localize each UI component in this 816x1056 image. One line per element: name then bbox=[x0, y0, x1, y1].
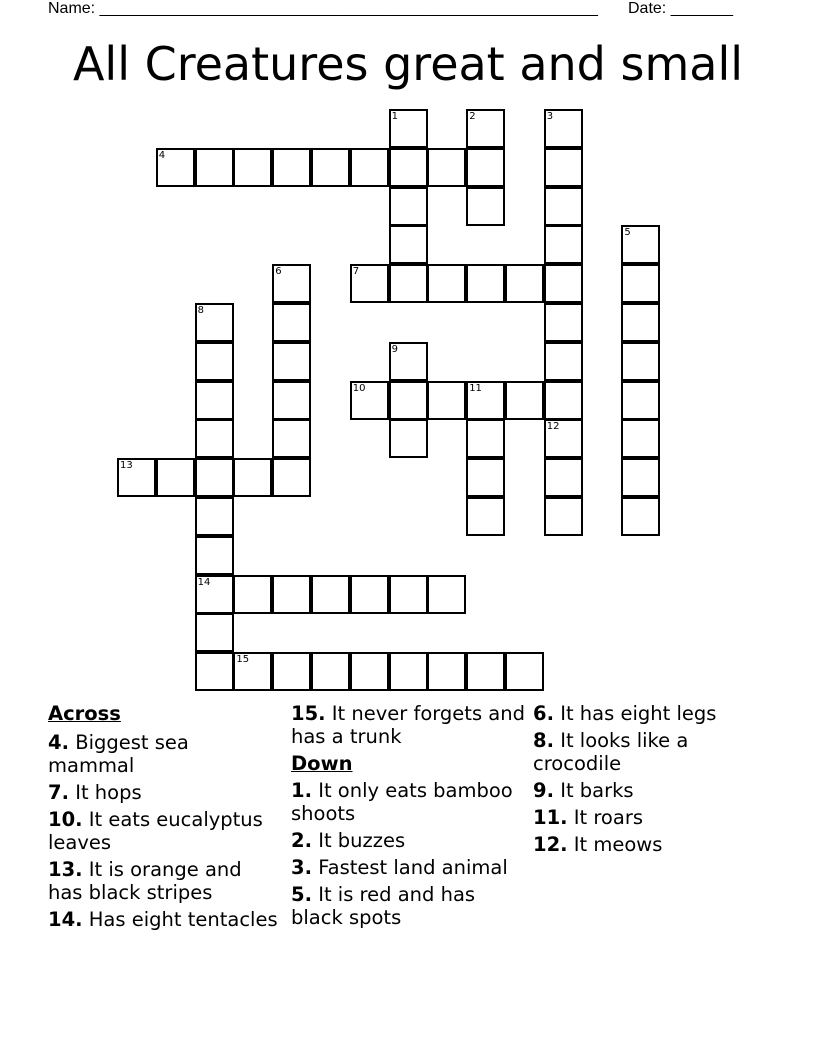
down-heading: Down bbox=[291, 752, 353, 775]
crossword-cell[interactable] bbox=[233, 458, 272, 497]
crossword-cell[interactable] bbox=[195, 536, 234, 575]
cell-number: 13 bbox=[120, 460, 133, 472]
clue-text: Fastest land animal bbox=[318, 856, 508, 879]
clue-number: 2. bbox=[291, 829, 312, 852]
crossword-cell[interactable] bbox=[544, 458, 583, 497]
crossword-cell[interactable] bbox=[389, 381, 428, 420]
name-field-label[interactable]: Name: ________________________________________________________ bbox=[48, 0, 598, 17]
crossword-cell[interactable] bbox=[427, 264, 466, 303]
clue-number: 1. bbox=[291, 779, 312, 802]
crossword-cell[interactable] bbox=[427, 652, 466, 691]
crossword-cell[interactable] bbox=[466, 264, 505, 303]
crossword-cell[interactable] bbox=[195, 652, 234, 691]
crossword-cell[interactable] bbox=[350, 575, 389, 614]
clue-number: 8. bbox=[533, 729, 554, 752]
crossword-cell[interactable] bbox=[466, 497, 505, 536]
crossword-cell[interactable] bbox=[311, 652, 350, 691]
crossword-cell[interactable] bbox=[505, 652, 544, 691]
clue-text: It never forgets and has a trunk bbox=[291, 702, 525, 748]
clue-number: 7. bbox=[48, 781, 69, 804]
crossword-cell[interactable] bbox=[233, 575, 272, 614]
clue-number: 10. bbox=[48, 808, 83, 831]
crossword-cell[interactable] bbox=[621, 497, 660, 536]
crossword-cell[interactable] bbox=[544, 342, 583, 381]
clue-number: 13. bbox=[48, 858, 83, 881]
clues-column-1 bbox=[48, 702, 278, 935]
clue-number: 15. bbox=[291, 702, 326, 725]
clue-down-2 bbox=[291, 829, 526, 852]
clue-text: It roars bbox=[573, 806, 643, 829]
clue-text: It eats eucalyptus leaves bbox=[48, 808, 263, 854]
clue-down-11 bbox=[533, 806, 773, 829]
crossword-cell[interactable] bbox=[544, 303, 583, 342]
crossword-cell[interactable] bbox=[544, 264, 583, 303]
clue-number: 5. bbox=[291, 883, 312, 906]
clue-across-10 bbox=[48, 808, 278, 854]
clue-text: Has eight tentacles bbox=[88, 908, 278, 931]
cell-number: 5 bbox=[624, 227, 631, 239]
crossword-cell[interactable] bbox=[195, 303, 234, 342]
cell-number: 4 bbox=[158, 149, 166, 161]
crossword-cell[interactable] bbox=[272, 148, 311, 187]
cell-number: 6 bbox=[275, 266, 282, 278]
crossword-cell[interactable] bbox=[272, 381, 311, 420]
clue-number: 12. bbox=[533, 833, 568, 856]
cell-number: 14 bbox=[197, 576, 211, 588]
clue-across-13 bbox=[48, 858, 278, 904]
crossword-cell[interactable] bbox=[466, 187, 505, 226]
crossword-cell[interactable] bbox=[621, 342, 660, 381]
crossword-cell[interactable] bbox=[156, 148, 195, 187]
across-heading: Across bbox=[48, 702, 121, 725]
clue-down-9 bbox=[533, 779, 773, 802]
crossword-cell[interactable] bbox=[389, 109, 428, 148]
crossword-cell[interactable] bbox=[389, 419, 428, 458]
clue-down-12 bbox=[533, 833, 773, 856]
clue-number: 3. bbox=[291, 856, 312, 879]
crossword-cell[interactable] bbox=[389, 652, 428, 691]
clue-down-3 bbox=[291, 856, 526, 879]
crossword-cell[interactable] bbox=[233, 148, 272, 187]
crossword-cell[interactable] bbox=[466, 109, 505, 148]
clue-across-4 bbox=[48, 731, 278, 777]
clue-across-14 bbox=[48, 908, 278, 931]
crossword-cell[interactable] bbox=[621, 303, 660, 342]
cell-number: 8 bbox=[197, 305, 204, 316]
clue-text: It has eight legs bbox=[560, 702, 717, 725]
crossword-cell[interactable] bbox=[195, 148, 234, 187]
clue-down-8 bbox=[533, 729, 773, 775]
clue-number: 4. bbox=[48, 731, 69, 754]
cell-number: 12 bbox=[546, 421, 560, 433]
clue-text: It is orange and has black stripes bbox=[48, 858, 242, 904]
crossword-cell[interactable] bbox=[427, 148, 466, 187]
crossword-cell[interactable] bbox=[272, 575, 311, 614]
clue-text: It looks like a crocodile bbox=[533, 729, 689, 775]
crossword-cell[interactable] bbox=[466, 419, 505, 458]
crossword-cell[interactable] bbox=[505, 264, 544, 303]
crossword-cell[interactable] bbox=[350, 148, 389, 187]
crossword-cell[interactable] bbox=[621, 419, 660, 458]
clue-across-15 bbox=[291, 702, 526, 748]
crossword-cell[interactable] bbox=[389, 225, 428, 264]
date-field-label[interactable]: Date: _______ bbox=[628, 0, 733, 17]
crossword-cell[interactable] bbox=[233, 652, 272, 691]
clue-text: It barks bbox=[560, 779, 634, 802]
crossword-cell[interactable] bbox=[311, 575, 350, 614]
crossword-cell[interactable] bbox=[544, 381, 583, 420]
crossword-cell[interactable] bbox=[195, 381, 234, 420]
crossword-cell[interactable] bbox=[389, 148, 428, 187]
crossword-cell[interactable] bbox=[544, 187, 583, 226]
crossword-cell[interactable] bbox=[117, 458, 156, 497]
crossword-cell[interactable] bbox=[544, 419, 583, 458]
clue-across-7 bbox=[48, 781, 278, 804]
crossword-cell[interactable] bbox=[272, 458, 311, 497]
crossword-cell[interactable] bbox=[195, 419, 234, 458]
crossword-cell[interactable] bbox=[195, 342, 234, 381]
cell-number: 15 bbox=[236, 654, 250, 666]
clues-column-2 bbox=[291, 702, 526, 933]
clue-number: 14. bbox=[48, 908, 83, 931]
clue-down-6 bbox=[533, 702, 773, 725]
crossword-cell[interactable] bbox=[350, 652, 389, 691]
crossword-cell[interactable] bbox=[544, 225, 583, 264]
crossword-cell[interactable] bbox=[272, 303, 311, 342]
cell-number: 11 bbox=[469, 382, 482, 394]
crossword-cell[interactable] bbox=[272, 419, 311, 458]
crossword-cell[interactable] bbox=[544, 109, 583, 148]
crossword-cell[interactable] bbox=[389, 575, 428, 614]
clue-text: It is red and has black spots bbox=[291, 883, 476, 929]
crossword-cell[interactable] bbox=[621, 225, 660, 264]
clues-column-3 bbox=[533, 702, 773, 860]
clue-down-1 bbox=[291, 779, 526, 825]
crossword-cell[interactable] bbox=[272, 342, 311, 381]
crossword-cell[interactable] bbox=[272, 652, 311, 691]
crossword-cell[interactable] bbox=[505, 381, 544, 420]
clue-text: Biggest sea mammal bbox=[48, 731, 189, 777]
clue-text: It meows bbox=[573, 833, 663, 856]
cell-number: 3 bbox=[546, 111, 554, 122]
crossword-cell[interactable] bbox=[389, 342, 428, 381]
crossword-cell[interactable] bbox=[389, 264, 428, 303]
page-title: All Creatures great and small bbox=[72, 37, 744, 91]
cell-number: 9 bbox=[391, 343, 398, 355]
crossword-cell[interactable] bbox=[466, 148, 505, 187]
crossword-cell[interactable] bbox=[466, 458, 505, 497]
crossword-cell[interactable] bbox=[311, 148, 350, 187]
clue-text: It hops bbox=[75, 781, 142, 804]
crossword-cell[interactable] bbox=[272, 264, 311, 303]
crossword-cell[interactable] bbox=[195, 613, 234, 652]
crossword-cell[interactable] bbox=[350, 381, 389, 420]
clue-text: It only eats bamboo shoots bbox=[291, 779, 513, 825]
crossword-cell[interactable] bbox=[544, 497, 583, 536]
crossword-cell[interactable] bbox=[427, 381, 466, 420]
crossword-cell[interactable] bbox=[389, 187, 428, 226]
crossword-cell[interactable] bbox=[466, 652, 505, 691]
clue-text: It buzzes bbox=[318, 829, 406, 852]
crossword-cell[interactable] bbox=[195, 497, 234, 536]
crossword-cell[interactable] bbox=[427, 575, 466, 614]
crossword-cell[interactable] bbox=[156, 458, 195, 497]
clue-number: 11. bbox=[533, 806, 568, 829]
crossword-cell[interactable] bbox=[621, 381, 660, 420]
crossword-cell[interactable] bbox=[544, 148, 583, 187]
crossword-cell[interactable] bbox=[350, 264, 389, 303]
cell-number: 10 bbox=[352, 382, 366, 394]
clue-number: 6. bbox=[533, 702, 554, 725]
cell-number: 1 bbox=[391, 111, 398, 122]
cell-number: 2 bbox=[469, 111, 476, 122]
crossword-cell[interactable] bbox=[195, 575, 234, 614]
crossword-cell[interactable] bbox=[621, 264, 660, 303]
cell-number: 7 bbox=[352, 266, 360, 278]
crossword-cell[interactable] bbox=[621, 458, 660, 497]
clue-down-5 bbox=[291, 883, 526, 929]
crossword-cell[interactable] bbox=[466, 381, 505, 420]
crossword-cell[interactable] bbox=[195, 458, 234, 497]
clue-number: 9. bbox=[533, 779, 554, 802]
